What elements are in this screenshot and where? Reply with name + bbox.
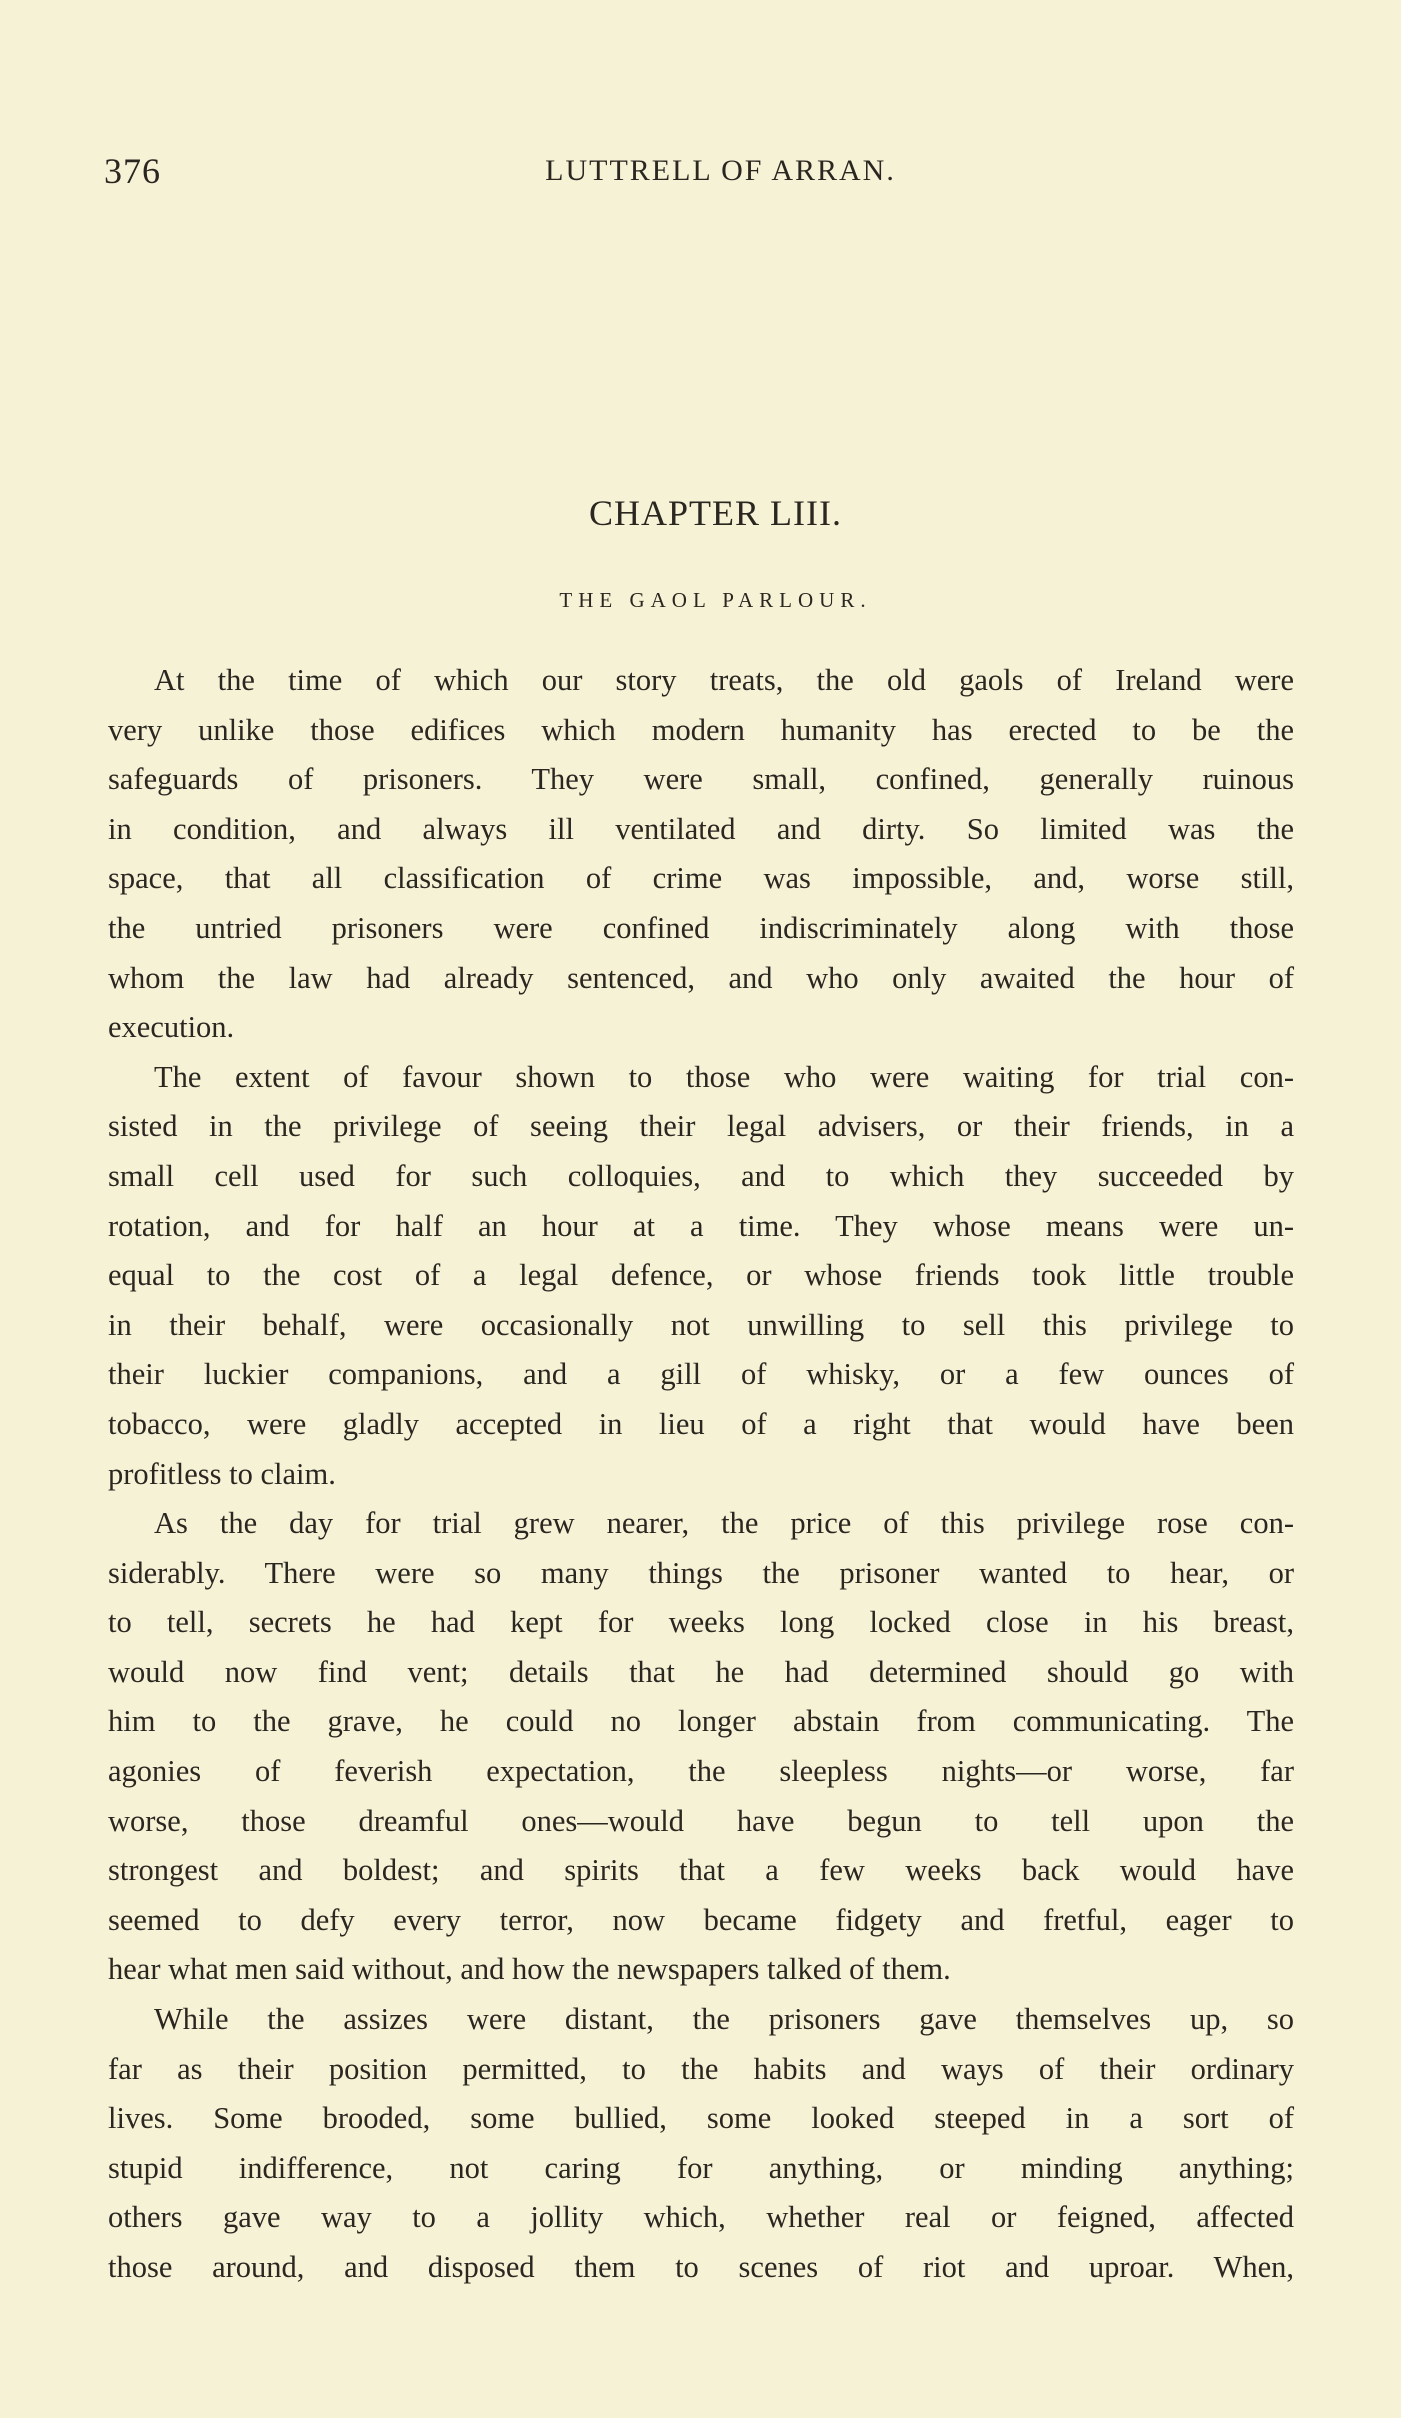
text-line: agonies of feverish expectation, the sleepless nights—or worse, far xyxy=(108,1754,1294,1789)
text-line: stupid indifference, not caring for anything, or minding anything; xyxy=(108,2150,1294,2185)
running-title: LUTTRELL OF ARRAN. xyxy=(545,154,896,187)
chapter-title: CHAPTER LIII. xyxy=(589,493,842,533)
text-line: would now find vent; details that he had determined should go with xyxy=(108,1654,1294,1689)
text-line: rotation, and for half an hour at a time. They whose means were un- xyxy=(108,1208,1294,1243)
text-line: worse, those dreamful ones—would have begun to tell upon the xyxy=(108,1803,1294,1838)
page-number: 376 xyxy=(104,151,161,191)
paragraph xyxy=(108,656,1294,1053)
text-line: safeguards of prisoners. They were small, confined, generally ruinous xyxy=(108,762,1294,797)
text-line: hear what men said without, and how the newspapers talked of them. xyxy=(108,1952,951,1987)
text-line: small cell used for such colloquies, and to which they succeeded by xyxy=(108,1158,1294,1193)
text-line: At the time of which our story treats, the old gaols of Ireland were xyxy=(154,663,1294,697)
text-line: execution. xyxy=(108,1010,235,1045)
text-line: tobacco, were gladly accepted in lieu of a right that would have been xyxy=(108,1406,1294,1441)
paragraph xyxy=(108,1499,1294,1995)
text-line: profitless to claim. xyxy=(108,1456,336,1491)
text-line: very unlike those edifices which modern humanity has erected to be the xyxy=(108,712,1294,747)
text-line: their luckier companions, and a gill of whisky, or a few ounces of xyxy=(108,1357,1294,1392)
text-line: equal to the cost of a legal defence, or whose friends took little trouble xyxy=(108,1258,1294,1293)
paragraph xyxy=(108,1995,1294,2293)
text-line: him to the grave, he could no longer abstain from communicating. The xyxy=(108,1704,1294,1739)
text-line: The extent of favour shown to those who were waiting for trial con- xyxy=(154,1059,1294,1094)
text-line: whom the law had already sentenced, and who only awaited the hour of xyxy=(108,960,1294,995)
text-line: lives. Some brooded, some bullied, some looked steeped in a sort of xyxy=(108,2101,1294,2136)
chapter-subtitle: THE GAOL PARLOUR. xyxy=(559,588,872,612)
text-line: While the assizes were distant, the prisoners gave themselves up, so xyxy=(154,2002,1294,2037)
body-text xyxy=(108,656,1294,2293)
text-line: As the day for trial grew nearer, the price of this privilege rose con- xyxy=(154,1506,1294,1541)
paragraph xyxy=(108,1053,1294,1499)
text-line: seemed to defy every terror, now became fidgety and fretful, eager to xyxy=(108,1902,1294,1937)
text-line: those around, and disposed them to scenes of riot and uproar. When, xyxy=(108,2250,1294,2284)
text-line: strongest and boldest; and spirits that a few weeks back would have xyxy=(108,1853,1294,1888)
text-line: far as their position permitted, to the habits and ways of their ordinary xyxy=(108,2051,1294,2086)
text-line: the untried prisoners were confined indiscriminately along with those xyxy=(108,910,1294,945)
text-line: siderably. There were so many things the prisoner wanted to hear, or xyxy=(108,1555,1294,1590)
text-line: sisted in the privilege of seeing their legal advisers, or their friends, in a xyxy=(108,1109,1294,1144)
text-line: others gave way to a jollity which, whether real or feigned, affected xyxy=(108,2200,1294,2235)
text-line: in their behalf, were occasionally not unwilling to sell this privilege to xyxy=(108,1307,1294,1342)
text-line: in condition, and always ill ventilated and dirty. So limited was the xyxy=(108,811,1294,846)
text-line: to tell, secrets he had kept for weeks long locked close in his breast, xyxy=(108,1605,1294,1640)
text-line: space, that all classification of crime was impossible, and, worse still, xyxy=(108,861,1294,896)
